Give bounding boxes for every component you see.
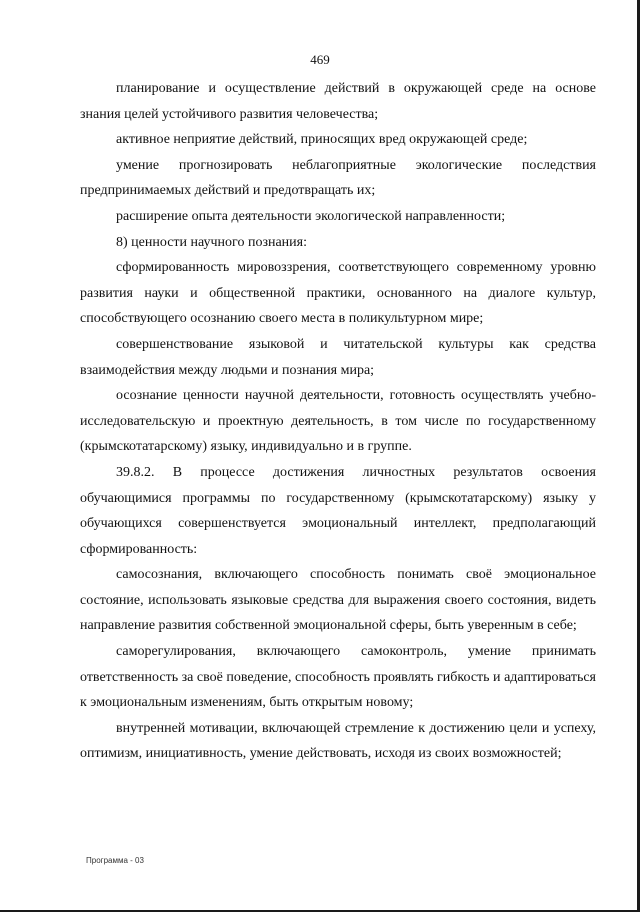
paragraph-7: совершенствование языковой и читательской культуры как средства взаимодействия между людьми и познания мира; [80, 336, 596, 378]
paragraph-8: осознание ценности научной деятельности, готовность осуществлять учебно-исследовательскую и проектную деятельность, в том числе по государственному (крымскотатарскому) языку, индивидуально и в группе. [80, 388, 596, 455]
paragraph-3: умение прогнозировать неблагоприятные экологические последствия предпринимаемых действий и предотвращать их; [80, 157, 596, 199]
paragraph-10: самосознания, включающего способность понимать своё эмоциональное состояние, использовать языковые средства для выражения своего состояния, видеть направление развития собственной эмоциональной сферы, быть уверенным в себе; [80, 567, 596, 634]
document-body [80, 76, 596, 767]
paragraph-4: расширение опыта деятельности экологической направленности; [116, 208, 506, 224]
paragraph-2: активное неприятие действий, приносящих вред окружающей среде; [116, 132, 528, 148]
paragraph-11: саморегулирования, включающего самоконтроль, умение принимать ответственность за своё поведение, способность проявлять гибкость и адаптироваться к эмоциональным изменениям, быть открытым новому; [80, 644, 596, 711]
section-heading-scientific-values: 8) ценности научного познания: [116, 234, 307, 250]
page-number: 469 [310, 52, 330, 67]
paragraph-section-39-8-2: 39.8.2. В процессе достижения личностных результатов освоения обучающимися программы по государственному (крымскотатарскому) языку у обучающихся совершенствуется эмоциональный интеллект, предполагающий сформированность: [80, 464, 596, 557]
page-footer: Программа - 03 [86, 856, 144, 865]
paragraph-6: сформированность мировоззрения, соответствующего современному уровню развития науки и общественной практики, основанного на диалоге культур, способствующего осознанию своего места в поликультурном мире; [80, 260, 596, 327]
paragraph-12: внутренней мотивации, включающей стремление к достижению цели и успеху, оптимизм, инициативность, умение действовать, исходя из своих возможностей; [80, 720, 596, 762]
paragraph-1: планирование и осуществление действий в окружающей среде на основе знания целей устойчивого развития человечества; [80, 81, 596, 122]
